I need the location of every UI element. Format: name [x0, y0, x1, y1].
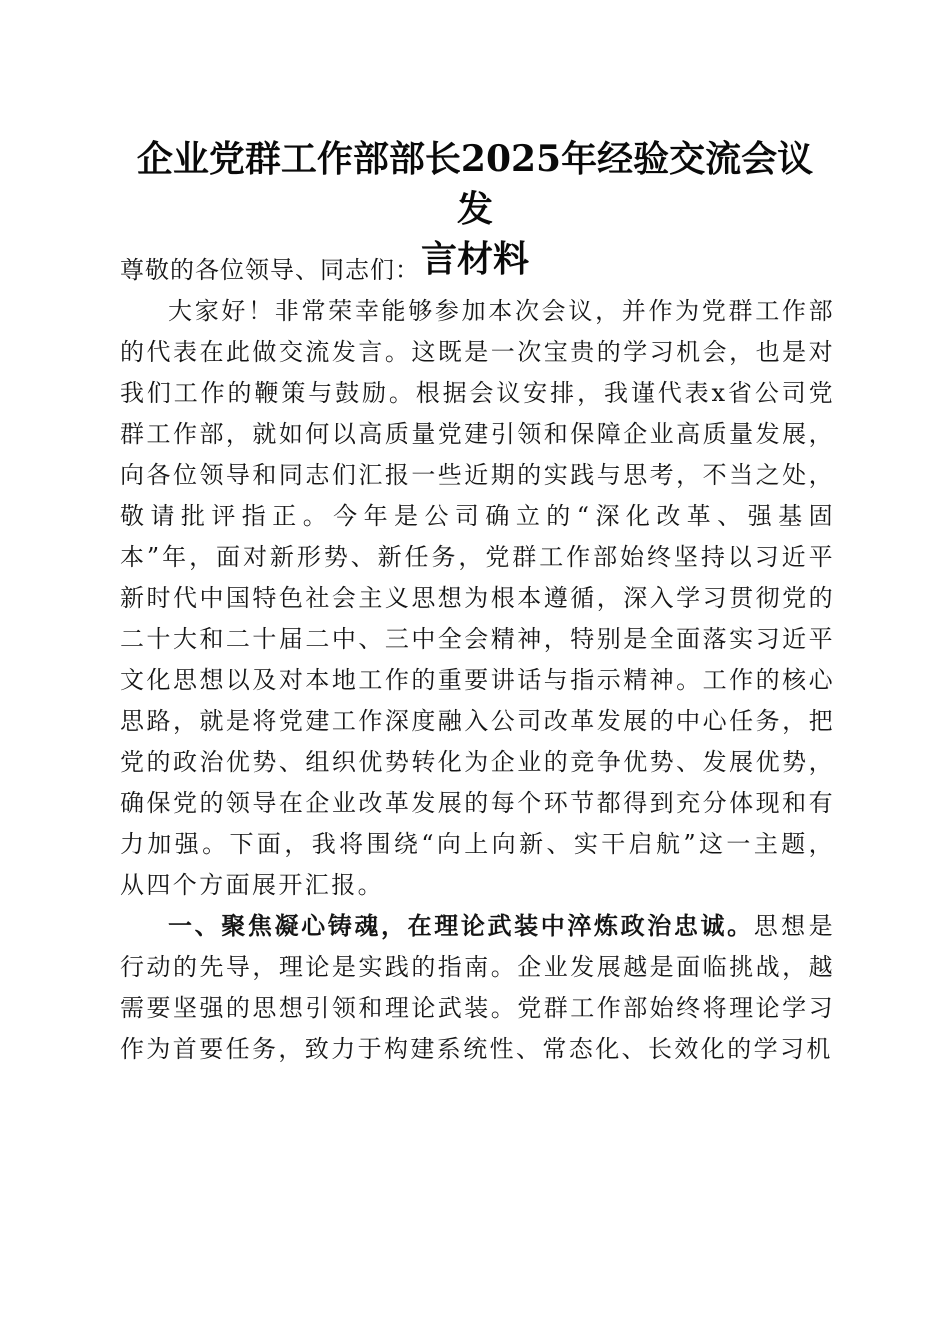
- document-body: [120, 250, 835, 1070]
- title-line-1: 企业党群工作部部长2025年经验交流会议发: [136, 138, 814, 230]
- section-1-text: 思想是行动的先导，理论是实践的指南。企业发展越是面临挑战，越需要坚强的思想引领和理论武装。党群工作部始终将理论学习作为首要任务，致力于构建系统性、常态化、长效化的学习机: [120, 912, 835, 1063]
- section-1-heading: 一、聚焦凝心铸魂，在理论武装中淬炼政治忠诚。: [168, 912, 754, 940]
- paragraph-opening: 大家好！非常荣幸能够参加本次会议，并作为党群工作部的代表在此做交流发言。这既是一次宝贵的学习机会，也是对我们工作的鞭策与鼓励。根据会议安排，我谨代表x省公司党群工作部，就如何以高质量党建引领和保障企业高质量发展，向各位领导和同志们汇报一些近期的实践与思考，不当之处，敬请批评指正。今年是公司确立的“深化改革、强基固本”年，面对新形势、新任务，党群工作部始终坚持以习近平新时代中国特色社会主义思想为根本遵循，深入学习贯彻党的二十大和二十届二中、三中全会精神，特别是全面落实习近平文化思想以及对本地工作的重要讲话与指示精神。工作的核心思路，就是将党建工作深度融入公司改革发展的中心任务，把党的政治优势、组织优势转化为企业的竞争优势、发展优势，确保党的领导在企业改革发展的每个环节都得到充分体现和有力加强。下面，我将围绕“向上向新、实干启航”这一主题，从四个方面展开汇报。: [120, 297, 835, 899]
- title-line-2: 言材料: [420, 238, 529, 280]
- salutation: 尊敬的各位领导、同志们：: [120, 256, 420, 284]
- paragraph-section-1: [120, 906, 835, 1070]
